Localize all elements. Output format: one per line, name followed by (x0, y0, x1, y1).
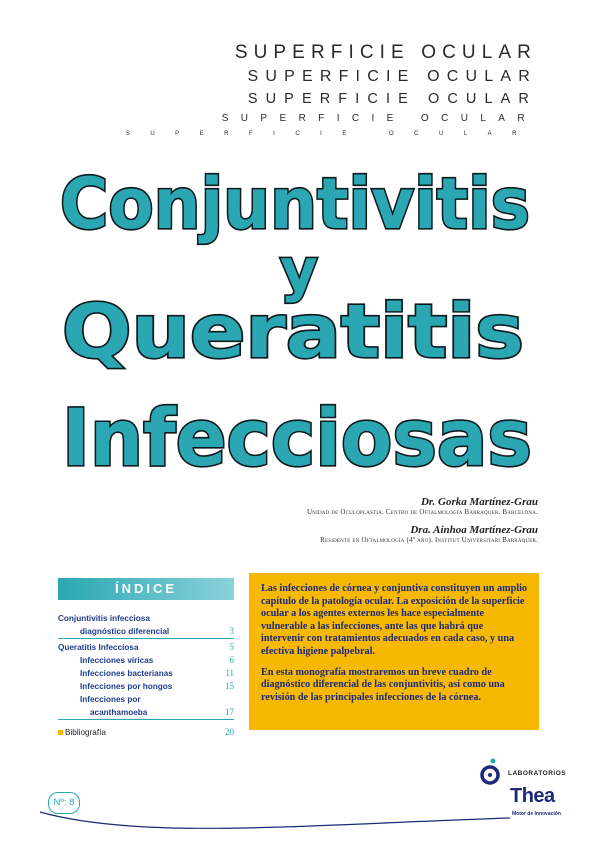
header-line-1: SUPERFICIE OCULAR (234, 42, 537, 63)
index-item[interactable] (58, 693, 234, 706)
author-2-name: Dra. Ainhoa Martínez-Grau (410, 524, 538, 536)
issue-number-badge: Nº: 8 (48, 792, 80, 814)
thea-logo-icon (480, 757, 508, 787)
index-item-page: 11 (225, 668, 234, 678)
title-artwork (0, 145, 595, 490)
logo-laboratorios: LABORATORIOS (508, 770, 567, 777)
title-line-3: Queratitis (62, 289, 524, 375)
logo-tagline: Motor de Innovación (512, 811, 561, 817)
logo-brand: Thea (510, 785, 555, 807)
index-item-label: Bibliografía (65, 728, 106, 737)
footer-swoosh (0, 780, 595, 842)
index-item-page: 6 (229, 655, 234, 665)
index-item[interactable] (58, 612, 234, 625)
index-item-label: Queratitis Infecciosa (58, 643, 139, 652)
title-line-2: y (280, 236, 318, 304)
author-1-affiliation: Unidad de Oculoplastia. Centro de Oftalmología Barraquer. Barcelona. (307, 508, 538, 516)
author-1-name: Dr. Gorka Martínez-Grau (420, 496, 538, 508)
index-item[interactable] (58, 667, 234, 680)
author-2-affiliation: Residente en Oftalmología (4º año). Institut Universitari Barraquer. (320, 536, 538, 544)
index-header (58, 578, 234, 600)
header-line-3: SUPERFICIE OCULAR (247, 91, 537, 107)
index-item-label: Infecciones por hongos (80, 682, 173, 691)
title-line-1: Conjuntivitis (60, 163, 530, 245)
index-item-label: Infecciones por (80, 695, 141, 704)
header-line-2: SUPERFICIE OCULAR (247, 68, 537, 85)
index-item-label: Infecciones bacterianas (80, 669, 173, 678)
index-item-page: 20 (225, 727, 234, 737)
index-item-page: 5 (229, 642, 234, 652)
index-item-page: 3 (229, 626, 234, 636)
index-item-page: 15 (225, 681, 234, 691)
index-list (58, 612, 234, 739)
index-item[interactable] (58, 641, 234, 654)
index-item-label: Conjuntivitis infecciosa (58, 614, 150, 623)
index-item-label: diagnóstico diferencial (80, 627, 170, 636)
index-item-label: acanthamoeba (90, 708, 148, 717)
header-line-4: SUPERFICIE OCULAR (221, 113, 537, 124)
summary-paragraph-1: Las infecciones de córnea y conjuntiva constituyen un amplio capítulo de la patología ocular. La exposición de la superficie ocular a los agentes externos les hace especialmente vulnerable a las infecciones, ante las que habrá que intervenir con tratamientos adecuados en cada caso, y una efectiva higiene palpebral. (261, 583, 528, 657)
index-item-page: 17 (225, 707, 234, 717)
index-item[interactable] (58, 654, 234, 667)
authors-block (307, 496, 538, 544)
index-item[interactable] (58, 706, 234, 720)
summary-box (249, 573, 539, 730)
index-item-bibliography[interactable] (58, 726, 234, 739)
header-line-5: SUPERFICIE OCULAR (125, 131, 537, 137)
title-line-4: Infecciosas (62, 394, 532, 484)
bullet-square-icon (58, 730, 63, 735)
index-item[interactable] (58, 625, 234, 639)
index-heading: ÍNDICE (114, 581, 178, 596)
index-item-label: Infecciones víricas (80, 656, 154, 665)
index-item[interactable] (58, 680, 234, 693)
summary-paragraph-2: En esta monografía mostraremos un breve cuadro de diagnóstico diferencial de las conjuntivitis, así como una revisión de las principales infecciones de la córnea. (261, 666, 505, 703)
